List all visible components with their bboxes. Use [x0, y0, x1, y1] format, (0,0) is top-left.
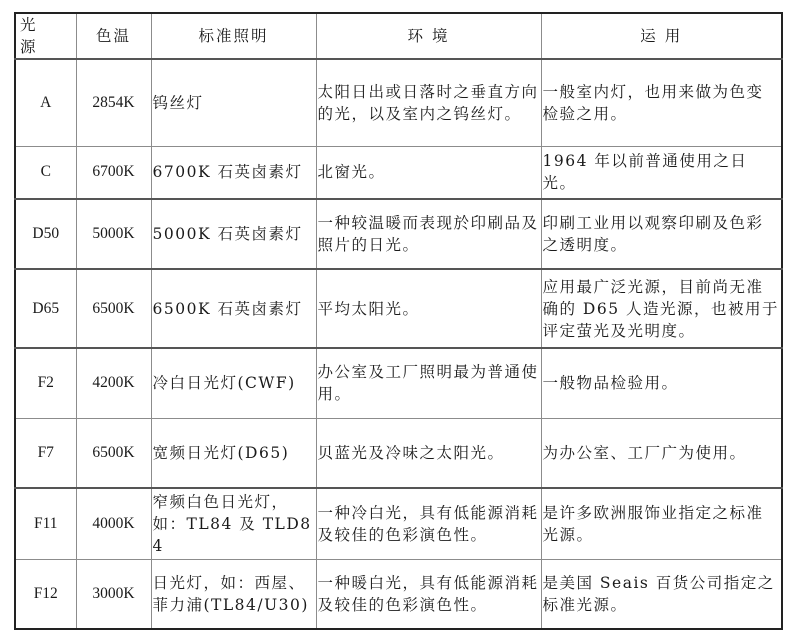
cell-usage: 应用最广泛光源，目前尚无准确的 D65 人造光源，也被用于评定萤光及光明度。	[541, 269, 782, 348]
cell-usage: 为办公室、工厂广为使用。	[541, 418, 782, 488]
cell-standard: 6700K 石英卤素灯	[151, 146, 316, 199]
cell-source: F12	[15, 559, 76, 629]
cell-source: F7	[15, 418, 76, 488]
cell-environment: 一种暖白光，具有低能源消耗及较佳的色彩演色性。	[316, 559, 541, 629]
cell-temperature: 6700K	[76, 146, 151, 199]
cell-usage: 一般室内灯，也用来做为色变检验之用。	[541, 59, 782, 146]
cell-source: D65	[15, 269, 76, 348]
header-standard-illuminant: 标准照明	[151, 13, 316, 59]
table-row	[15, 146, 782, 199]
table-row	[15, 269, 782, 348]
cell-source: D50	[15, 199, 76, 269]
cell-source: C	[15, 146, 76, 199]
cell-temperature: 6500K	[76, 269, 151, 348]
cell-environment: 一种较温暖而表现於印刷品及照片的日光。	[316, 199, 541, 269]
cell-temperature: 4200K	[76, 348, 151, 418]
header-usage: 运 用	[541, 13, 782, 59]
table-row	[15, 488, 782, 559]
cell-standard: 窄频白色日光灯，如：TL84 及 TLD84	[151, 488, 316, 559]
cell-temperature: 3000K	[76, 559, 151, 629]
cell-standard: 宽频日光灯(D65)	[151, 418, 316, 488]
cell-environment: 平均太阳光。	[316, 269, 541, 348]
cell-source: F2	[15, 348, 76, 418]
cell-temperature: 2854K	[76, 59, 151, 146]
cell-temperature: 5000K	[76, 199, 151, 269]
cell-usage: 是美国 Seais 百货公司指定之标准光源。	[541, 559, 782, 629]
cell-standard: 5000K 石英卤素灯	[151, 199, 316, 269]
light-source-table	[14, 12, 783, 630]
cell-environment: 北窗光。	[316, 146, 541, 199]
cell-temperature: 4000K	[76, 488, 151, 559]
cell-source: F11	[15, 488, 76, 559]
cell-usage: 一般物品检验用。	[541, 348, 782, 418]
table-header	[15, 13, 782, 59]
cell-usage: 1964 年以前普通使用之日光。	[541, 146, 782, 199]
table-row	[15, 418, 782, 488]
cell-environment: 贝蓝光及冷味之太阳光。	[316, 418, 541, 488]
header-environment: 环 境	[316, 13, 541, 59]
cell-source: A	[15, 59, 76, 146]
cell-usage: 是许多欧洲服饰业指定之标准光源。	[541, 488, 782, 559]
table-body	[15, 59, 782, 629]
table-row	[15, 59, 782, 146]
cell-environment: 办公室及工厂照明最为普通使用。	[316, 348, 541, 418]
cell-standard: 日光灯，如：西屋、菲力浦(TL84/U30)	[151, 559, 316, 629]
table-row	[15, 559, 782, 629]
header-light-source: 光 源	[15, 13, 76, 59]
cell-standard: 钨丝灯	[151, 59, 316, 146]
cell-environment: 一种冷白光，具有低能源消耗及较佳的色彩演色性。	[316, 488, 541, 559]
cell-environment: 太阳日出或日落时之垂直方向的光，以及室内之钨丝灯。	[316, 59, 541, 146]
cell-standard: 6500K 石英卤素灯	[151, 269, 316, 348]
table-row	[15, 348, 782, 418]
header-row	[15, 13, 782, 59]
cell-standard: 冷白日光灯(CWF)	[151, 348, 316, 418]
cell-temperature: 6500K	[76, 418, 151, 488]
header-color-temperature: 色温	[76, 13, 151, 59]
table-row	[15, 199, 782, 269]
cell-usage: 印刷工业用以观察印刷及色彩之透明度。	[541, 199, 782, 269]
